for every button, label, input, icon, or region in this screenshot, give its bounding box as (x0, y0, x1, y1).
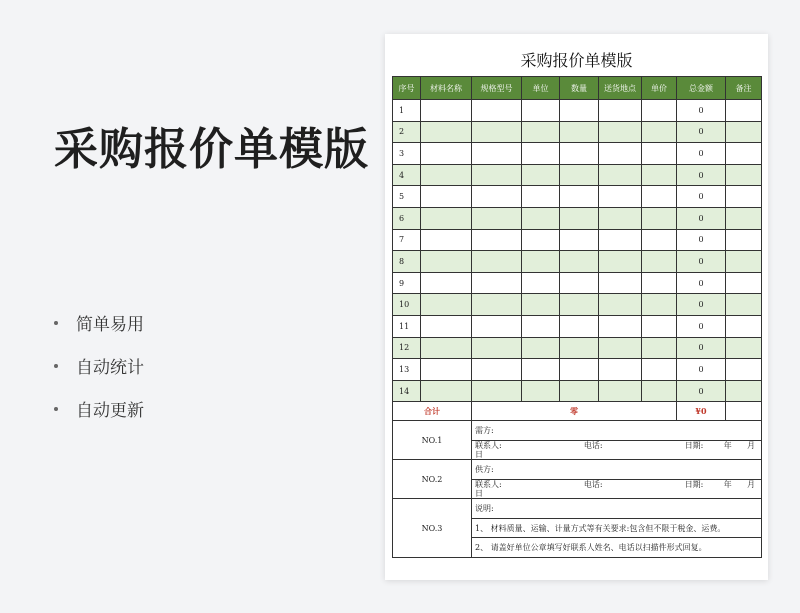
table-cell[interactable] (642, 380, 677, 402)
table-cell[interactable] (522, 315, 560, 337)
quotation-sheet (385, 34, 768, 580)
party-role[interactable]: 供方: (472, 460, 762, 480)
col-header: 备注 (726, 77, 762, 100)
table-cell[interactable] (726, 337, 762, 359)
table-cell[interactable] (421, 121, 472, 143)
table-cell[interactable] (560, 315, 599, 337)
table-cell[interactable] (522, 164, 560, 186)
table-cell[interactable] (522, 294, 560, 316)
table-cell[interactable] (522, 207, 560, 229)
table-cell[interactable] (560, 100, 599, 122)
cell-seq[interactable]: 4 (393, 164, 421, 186)
cell-total[interactable]: 0 (677, 164, 726, 186)
table-row (393, 380, 762, 402)
table-cell[interactable] (642, 251, 677, 273)
summary-label: 合计 (393, 402, 472, 421)
cell-total[interactable]: 0 (677, 380, 726, 402)
table-row (393, 337, 762, 359)
table-cell[interactable] (421, 380, 472, 402)
table-cell[interactable] (560, 294, 599, 316)
col-header: 数量 (560, 77, 599, 100)
party-no: NO.1 (393, 421, 472, 460)
party-no: NO.2 (393, 460, 472, 499)
table-cell[interactable] (599, 359, 642, 381)
cell-seq[interactable]: 10 (393, 294, 421, 316)
note-item: 2、 请盖好单位公章填写好联系人姓名、电话以扫描件形式回复。 (472, 538, 762, 558)
table-cell[interactable] (599, 251, 642, 273)
table-cell[interactable] (522, 337, 560, 359)
table-cell[interactable] (560, 251, 599, 273)
summary-row (393, 402, 762, 421)
summary-amount-value: ¥0 (677, 402, 726, 421)
table-row (393, 164, 762, 186)
cell-seq[interactable]: 12 (393, 337, 421, 359)
table-row (393, 100, 762, 122)
table-cell[interactable] (472, 164, 522, 186)
table-cell[interactable] (472, 337, 522, 359)
col-header: 送货地点 (599, 77, 642, 100)
contact-label: 联系人: (475, 480, 502, 490)
feature-label: 自动统计 (76, 358, 144, 378)
phone-label: 电话: (583, 480, 603, 490)
summary-remark[interactable] (726, 402, 762, 421)
table-cell[interactable] (726, 315, 762, 337)
table-cell[interactable] (642, 315, 677, 337)
table-cell[interactable] (472, 229, 522, 251)
feature-item (54, 398, 144, 441)
table-row (393, 143, 762, 165)
table-cell[interactable] (522, 100, 560, 122)
feature-item (54, 355, 144, 398)
table-cell[interactable] (472, 315, 522, 337)
cell-total[interactable]: 0 (677, 294, 726, 316)
table-cell[interactable] (642, 186, 677, 208)
cell-seq[interactable]: 7 (393, 229, 421, 251)
col-header: 单价 (642, 77, 677, 100)
cell-total[interactable]: 0 (677, 121, 726, 143)
table-cell[interactable] (522, 143, 560, 165)
table-cell[interactable] (522, 229, 560, 251)
table-cell[interactable] (560, 359, 599, 381)
table-row (393, 359, 762, 381)
table-cell[interactable] (522, 380, 560, 402)
table-header-row (393, 77, 762, 100)
hero-title: 采购报价单模版 (54, 124, 369, 175)
cell-seq[interactable]: 3 (393, 143, 421, 165)
table-cell[interactable] (522, 272, 560, 294)
table-cell[interactable] (421, 143, 472, 165)
cell-seq[interactable]: 1 (393, 100, 421, 122)
phone-label: 电话: (583, 441, 603, 451)
table-cell[interactable] (599, 100, 642, 122)
sheet-title: 采购报价单模版 (520, 51, 633, 70)
table-cell[interactable] (599, 207, 642, 229)
table-cell[interactable] (642, 207, 677, 229)
table-cell[interactable] (421, 272, 472, 294)
table-row (393, 315, 762, 337)
cell-seq[interactable]: 8 (393, 251, 421, 273)
table-cell[interactable] (472, 294, 522, 316)
table-cell[interactable] (599, 186, 642, 208)
table-cell[interactable] (599, 164, 642, 186)
feature-label: 简单易用 (76, 315, 144, 335)
table-cell[interactable] (726, 100, 762, 122)
table-cell[interactable] (726, 207, 762, 229)
table-cell[interactable] (421, 164, 472, 186)
table-cell[interactable] (522, 186, 560, 208)
table-cell[interactable] (522, 121, 560, 143)
table-cell[interactable] (560, 229, 599, 251)
table-cell[interactable] (726, 186, 762, 208)
notes-heading: 说明: (472, 499, 762, 519)
day-label: 日 (475, 450, 483, 460)
table-cell[interactable] (560, 186, 599, 208)
col-header: 材料名称 (421, 77, 472, 100)
table-cell[interactable] (472, 207, 522, 229)
table-cell[interactable] (560, 272, 599, 294)
cell-seq[interactable]: 9 (393, 272, 421, 294)
table-cell[interactable] (726, 380, 762, 402)
table-cell[interactable] (726, 272, 762, 294)
party-info (393, 421, 762, 558)
cell-total[interactable]: 0 (677, 315, 726, 337)
party-contact-line[interactable] (472, 440, 762, 460)
table-cell[interactable] (726, 251, 762, 273)
table-cell[interactable] (642, 121, 677, 143)
table-cell[interactable] (642, 229, 677, 251)
table-cell[interactable] (421, 337, 472, 359)
table-cell[interactable] (472, 380, 522, 402)
table-cell[interactable] (560, 337, 599, 359)
table-cell[interactable] (642, 294, 677, 316)
cell-seq[interactable]: 13 (393, 359, 421, 381)
day-label: 日 (475, 489, 483, 499)
table-cell[interactable] (472, 251, 522, 273)
table-cell[interactable] (726, 294, 762, 316)
note-item: 1、 材料质量、运输、计量方式等有关要求:包含但不限于税金、运费。 (472, 518, 762, 538)
table-cell[interactable] (560, 164, 599, 186)
table-row (393, 186, 762, 208)
table-cell[interactable] (560, 207, 599, 229)
table-cell[interactable] (599, 229, 642, 251)
table-row (393, 229, 762, 251)
table-row (393, 207, 762, 229)
table-cell[interactable] (642, 272, 677, 294)
table-cell[interactable] (421, 229, 472, 251)
cell-seq[interactable]: 11 (393, 315, 421, 337)
date-label: 日期: 年 月 (684, 441, 755, 451)
table-cell[interactable] (472, 272, 522, 294)
date-label: 日期: 年 月 (684, 480, 755, 490)
table-cell[interactable] (642, 359, 677, 381)
col-header: 总金额 (677, 77, 726, 100)
cell-seq[interactable]: 14 (393, 380, 421, 402)
table-cell[interactable] (726, 229, 762, 251)
feature-item (54, 312, 144, 355)
cell-total[interactable]: 0 (677, 272, 726, 294)
table-cell[interactable] (522, 251, 560, 273)
quotation-table (392, 76, 762, 558)
bullet-icon (54, 364, 58, 368)
table-cell[interactable] (599, 121, 642, 143)
cell-seq[interactable]: 6 (393, 207, 421, 229)
table-cell[interactable] (599, 294, 642, 316)
table-cell[interactable] (472, 143, 522, 165)
cell-seq[interactable]: 2 (393, 121, 421, 143)
bullet-icon (54, 321, 58, 325)
table-cell[interactable] (421, 359, 472, 381)
party-contact-line[interactable] (472, 479, 762, 499)
table-cell[interactable] (421, 100, 472, 122)
cell-total[interactable]: 0 (677, 186, 726, 208)
cell-total[interactable]: 0 (677, 143, 726, 165)
table-cell[interactable] (472, 186, 522, 208)
table-cell[interactable] (599, 315, 642, 337)
contact-label: 联系人: (475, 441, 502, 451)
table-cell[interactable] (522, 359, 560, 381)
col-header: 序号 (393, 77, 421, 100)
table-cell[interactable] (642, 164, 677, 186)
table-cell[interactable] (599, 380, 642, 402)
table-cell[interactable] (726, 143, 762, 165)
table-row (393, 251, 762, 273)
cell-total[interactable]: 0 (677, 229, 726, 251)
cell-total[interactable]: 0 (677, 359, 726, 381)
party-role[interactable]: 需方: (472, 421, 762, 441)
bullet-icon (54, 407, 58, 411)
table-cell[interactable] (642, 143, 677, 165)
cell-total[interactable]: 0 (677, 100, 726, 122)
table-cell[interactable] (560, 380, 599, 402)
notes-no: NO.3 (393, 499, 472, 558)
table-row (393, 121, 762, 143)
feature-label: 自动更新 (76, 401, 144, 421)
table-cell[interactable] (726, 164, 762, 186)
table-cell[interactable] (472, 121, 522, 143)
cell-seq[interactable]: 5 (393, 186, 421, 208)
table-cell[interactable] (599, 272, 642, 294)
table-cell[interactable] (599, 143, 642, 165)
table-cell[interactable] (421, 251, 472, 273)
feature-list (54, 312, 144, 441)
table-cell[interactable] (472, 100, 522, 122)
cell-total[interactable]: 0 (677, 251, 726, 273)
table-cell[interactable] (421, 186, 472, 208)
table-cell[interactable] (726, 359, 762, 381)
table-cell[interactable] (472, 359, 522, 381)
table-cell[interactable] (642, 100, 677, 122)
cell-total[interactable]: 0 (677, 207, 726, 229)
table-cell[interactable] (421, 294, 472, 316)
table-row (393, 294, 762, 316)
summary-amount-text: 零 (472, 402, 677, 421)
table-cell[interactable] (642, 337, 677, 359)
table-cell[interactable] (421, 207, 472, 229)
table-cell[interactable] (421, 315, 472, 337)
table-cell[interactable] (599, 337, 642, 359)
table-cell[interactable] (560, 121, 599, 143)
table-cell[interactable] (560, 143, 599, 165)
table-cell[interactable] (726, 121, 762, 143)
col-header: 规格型号 (472, 77, 522, 100)
col-header: 单位 (522, 77, 560, 100)
table-row (393, 272, 762, 294)
cell-total[interactable]: 0 (677, 337, 726, 359)
